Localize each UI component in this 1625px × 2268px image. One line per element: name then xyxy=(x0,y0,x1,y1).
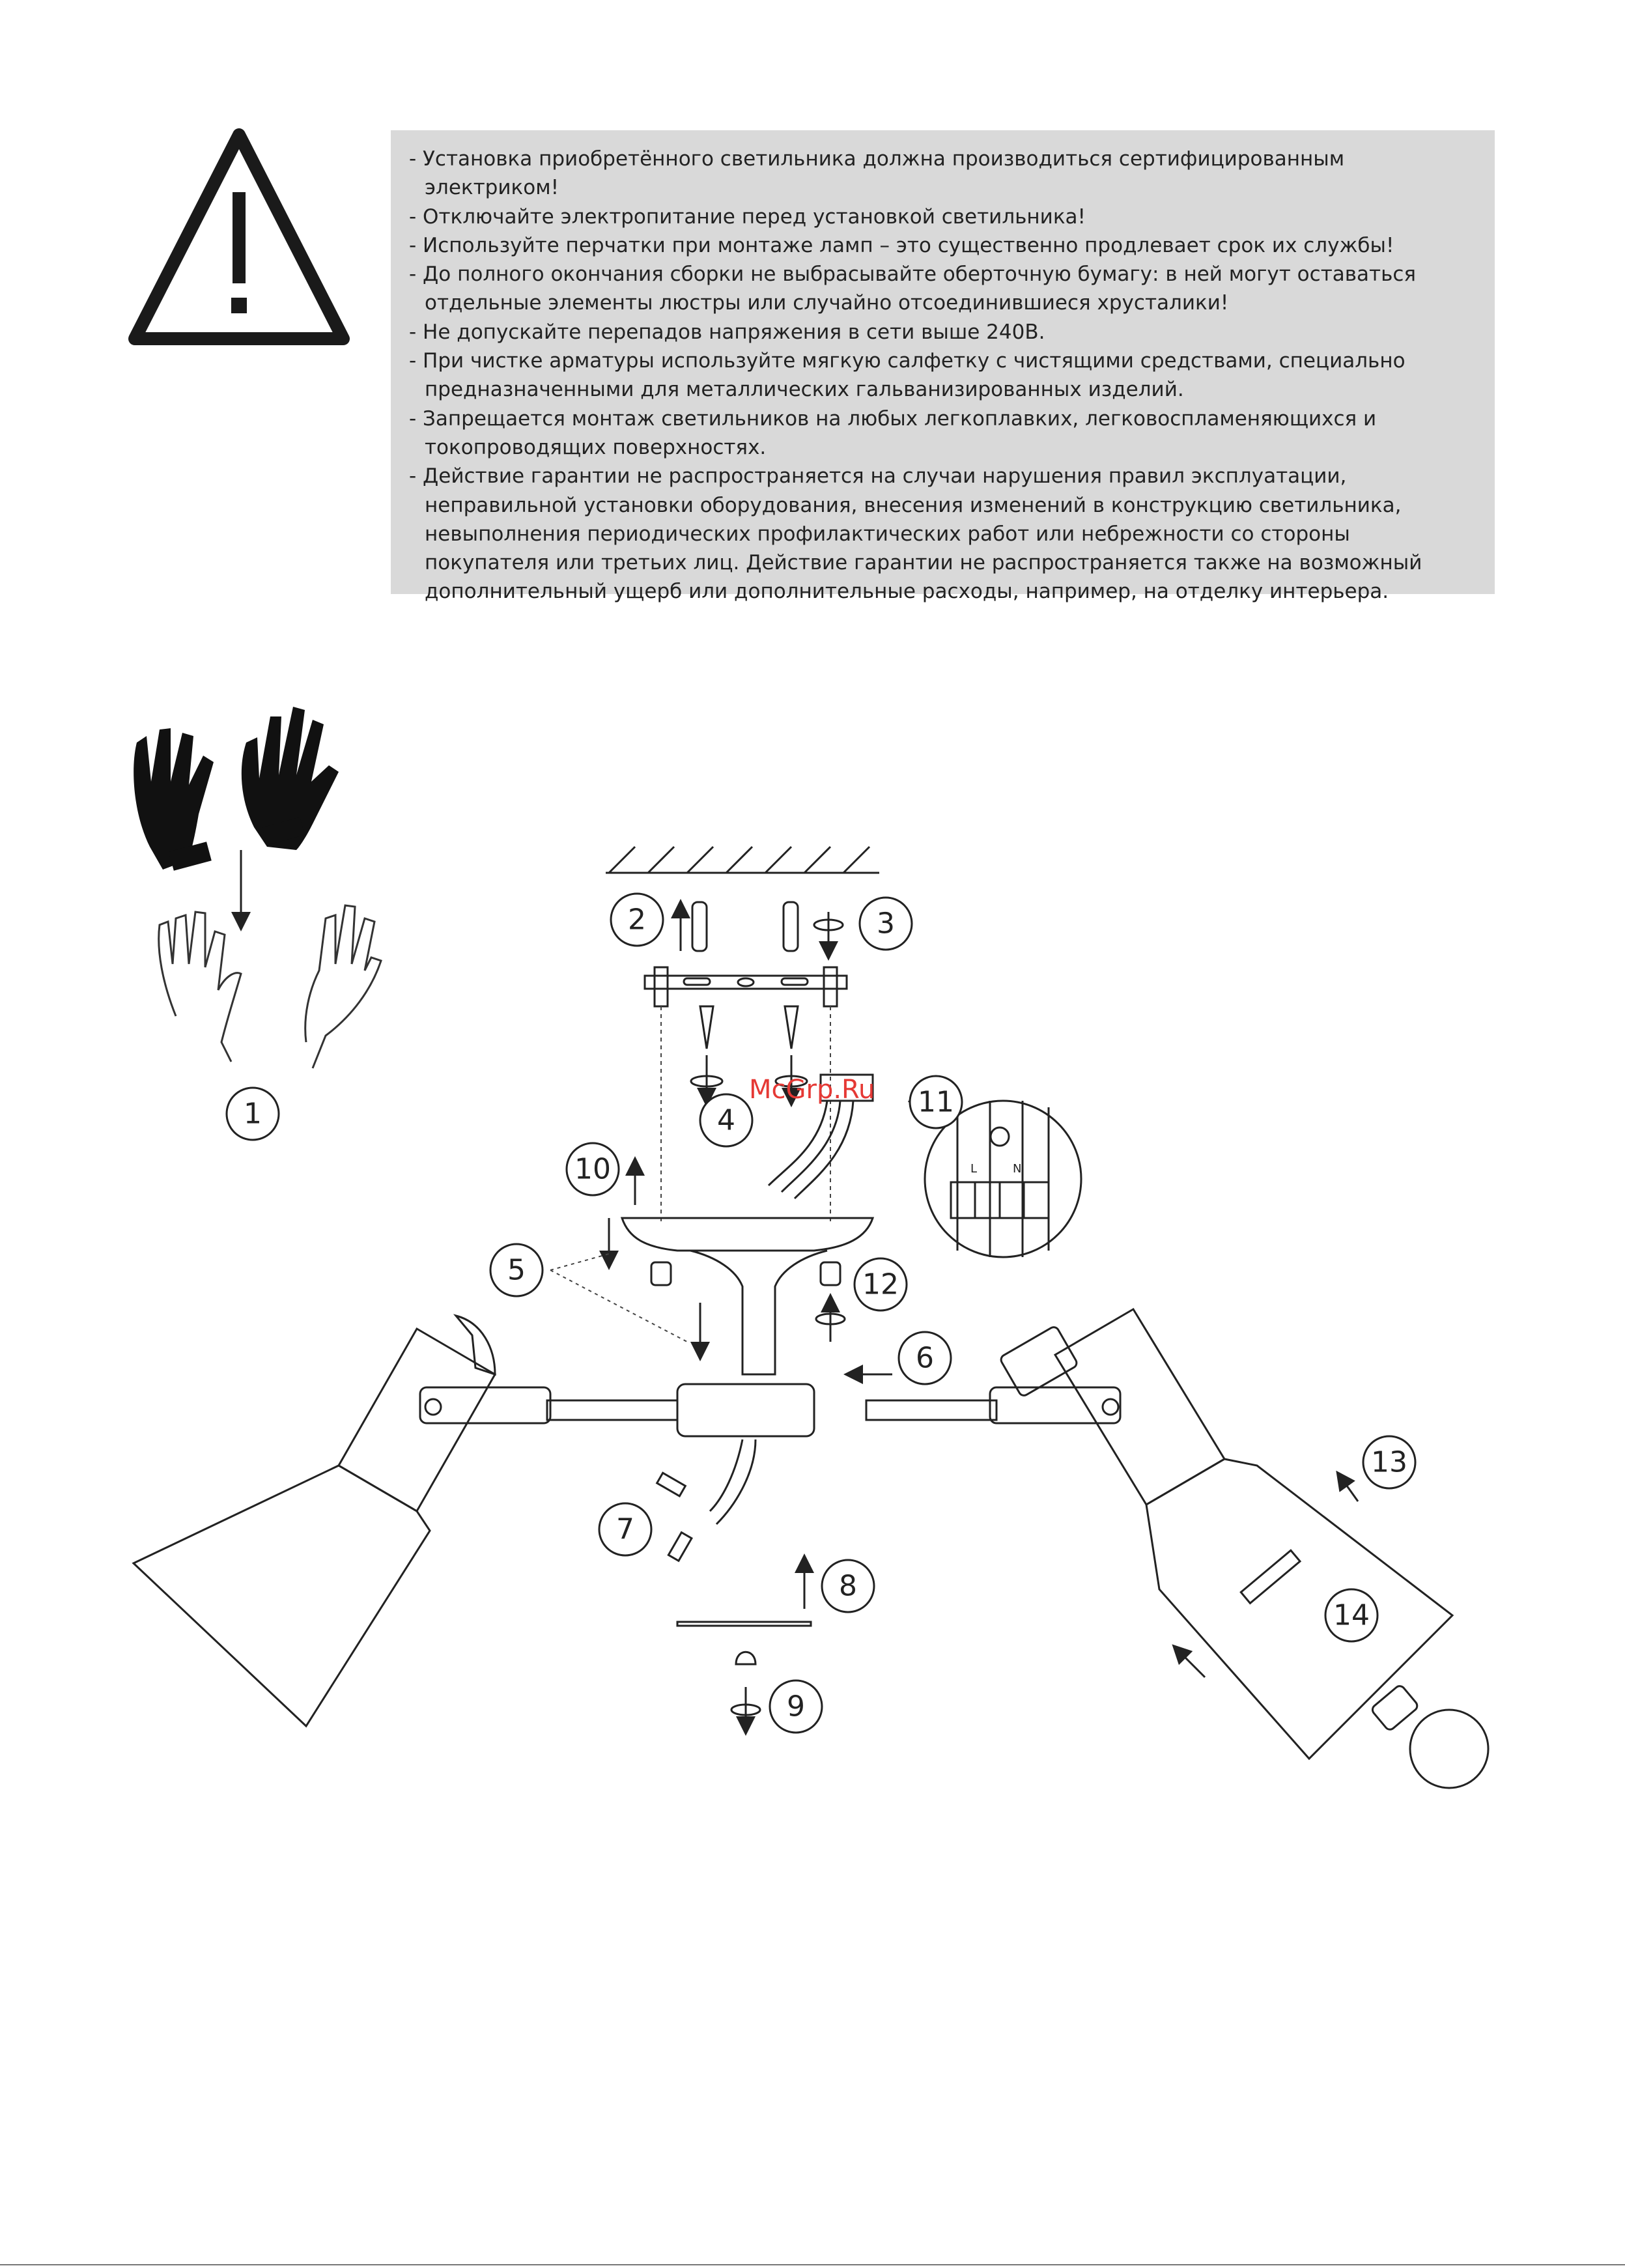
step-2 xyxy=(611,894,663,946)
gloves-icon xyxy=(134,707,339,871)
svg-text:6: 6 xyxy=(916,1341,934,1375)
svg-text:3: 3 xyxy=(877,907,895,941)
step-3 xyxy=(860,898,912,950)
safety-notice xyxy=(391,130,1495,604)
notice-line: - При чистке арматуры используйте мягкую салфетку с чистящими средствами, специально предназначенными для металлических гальванизированных изделий. xyxy=(409,349,1406,402)
step-14 xyxy=(1325,1589,1378,1641)
notice-line: - Действие гарантии не распространяется на случаи нарушения правил эксплуатации, неправильной установки оборудования, внесения изменений в конструкцию светильника, невыполнения периодических профилактических работ или небрежности со стороны покупателя или третьих лиц. Действие гарантии не распространяется также на возможный дополнительный ущерб или дополнительные расходы, например, на отделку интерьера. xyxy=(409,464,1422,604)
notice-line: - Используйте перчатки при монтаже ламп – это существенно продлевает срок их службы! xyxy=(409,233,1394,257)
step-8 xyxy=(822,1560,874,1612)
svg-text:1: 1 xyxy=(244,1097,262,1131)
warning-triangle-icon xyxy=(127,127,352,352)
step-12 xyxy=(855,1258,907,1311)
step-11 xyxy=(910,1076,962,1128)
svg-text:2: 2 xyxy=(628,903,646,937)
central-hub xyxy=(677,1384,814,1436)
canopy xyxy=(622,1218,873,1374)
dowels xyxy=(681,902,843,951)
step-9 xyxy=(770,1680,822,1733)
svg-text:8: 8 xyxy=(839,1569,857,1603)
svg-text:5: 5 xyxy=(507,1253,526,1287)
wire-label-n: N xyxy=(1013,1162,1022,1176)
step-13 xyxy=(1363,1436,1415,1488)
svg-text:4: 4 xyxy=(717,1103,735,1137)
step-6 xyxy=(899,1332,951,1384)
step-7 xyxy=(599,1503,651,1555)
hands-icon xyxy=(159,905,381,1068)
assembly-diagram xyxy=(0,651,1625,1921)
mounting-bar xyxy=(645,967,847,1006)
watermark: McGrp.Ru xyxy=(749,1075,875,1105)
left-arm xyxy=(134,1316,677,1726)
svg-text:13: 13 xyxy=(1371,1445,1407,1479)
page-bottom-rule xyxy=(0,2264,1625,2265)
wire-label-l: L xyxy=(970,1162,978,1176)
right-arm xyxy=(866,1309,1488,1788)
notice-line: - Отключайте электропитание перед установкой светильника! xyxy=(409,205,1086,229)
step-4 xyxy=(700,1094,752,1146)
svg-text:7: 7 xyxy=(616,1512,634,1546)
notice-line: - Запрещается монтаж светильников на любых легкоплавких, легковоспламеняющихся и токопроводящих поверхностях. xyxy=(409,406,1377,459)
notice-line: - До полного окончания сборки не выбрасывайте оберточную бумагу: в ней могут оставаться отдельные элементы люстры или случайно отсоединившиеся хрусталики! xyxy=(409,262,1417,315)
wire-connectors xyxy=(657,1439,756,1561)
step-1 xyxy=(227,1088,279,1140)
step-5 xyxy=(490,1244,543,1296)
notice-line: - Не допускайте перепадов напряжения в сети выше 240В. xyxy=(409,320,1045,344)
svg-text:9: 9 xyxy=(787,1690,805,1723)
step-10 xyxy=(567,1143,619,1195)
svg-text:10: 10 xyxy=(574,1152,611,1186)
svg-text:14: 14 xyxy=(1333,1598,1370,1632)
svg-text:11: 11 xyxy=(918,1085,954,1119)
ceiling xyxy=(606,847,879,873)
svg-text:12: 12 xyxy=(862,1268,899,1301)
notice-line: - Установка приобретённого светильника должна производиться сертифицированным электриком! xyxy=(409,147,1345,200)
